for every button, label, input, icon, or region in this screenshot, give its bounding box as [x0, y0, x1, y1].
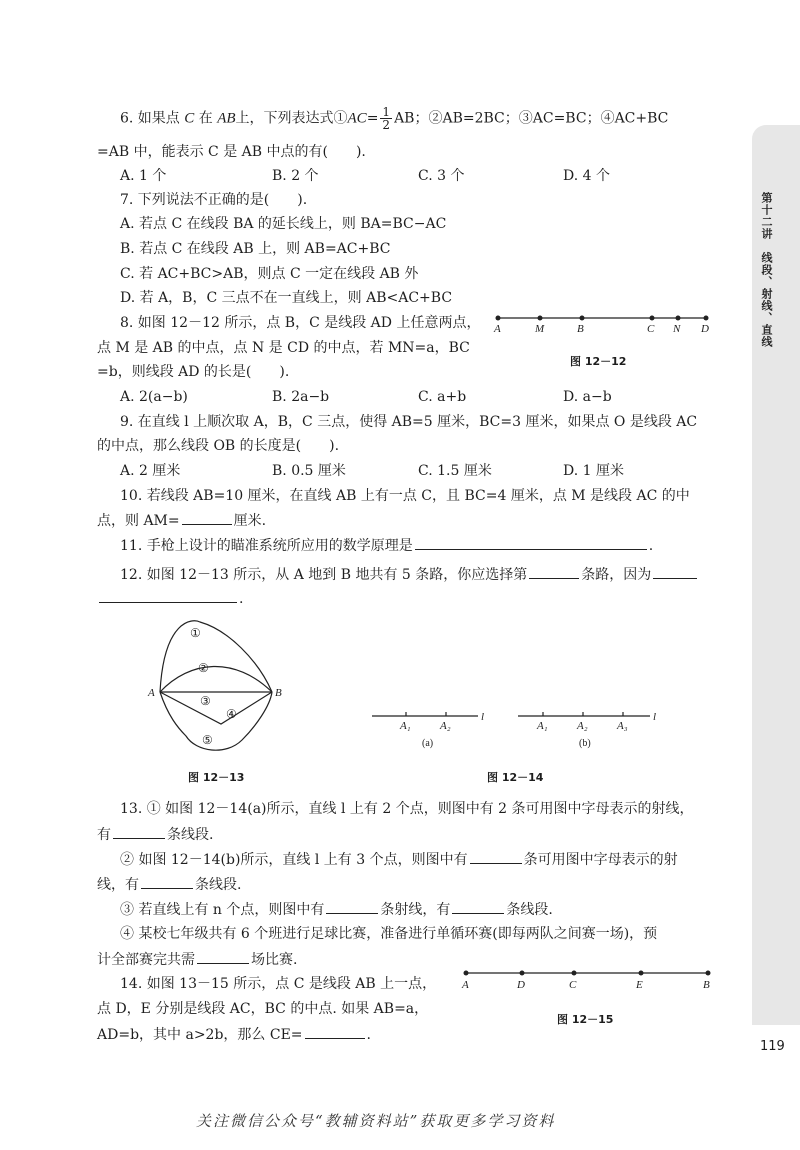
page-number: 119: [760, 1039, 785, 1054]
svg-text:(a): (a): [422, 738, 434, 749]
label-b: B: [275, 687, 282, 699]
q8-line2: 点 M 是 AB 的中点，点 N 是 CD 的中点，若 MN=a，BC: [97, 340, 470, 356]
svg-text:E: E: [636, 979, 643, 991]
svg-text:D: D: [517, 979, 525, 991]
fraction-one-half: $\frac{1}{2}$: [382, 105, 391, 132]
route-label-3: ③: [200, 694, 211, 708]
label-a: A: [148, 687, 155, 699]
q8-line3: =b，则线段 AD 的长是( ).: [97, 364, 290, 380]
q8-option-d: D. a−b: [563, 389, 612, 405]
q8-line1: 8. 如图 12－12 所示，点 B，C 是线段 AD 上任意两点，: [120, 315, 481, 331]
svg-text:D: D: [701, 323, 709, 335]
q10-line2: 点，则 AM= 厘米.: [97, 510, 266, 531]
q14-line3: AD=b，其中 a>2b，那么 CE= .: [97, 1024, 371, 1045]
svg-text:A₁: A₁: [400, 720, 411, 732]
q13-p2-line2: 线，有 条线段.: [97, 874, 241, 895]
q6-line1: 6. 如果点 C 在 AB上，下列表达式①AC= $\frac{1}{2}$ AB；②AB=2BC；③AC=BC；④AC+BC: [120, 105, 669, 132]
svg-text:C: C: [569, 979, 577, 991]
route-label-5: ⑤: [202, 733, 213, 747]
q6-option-a: A. 1 个: [120, 168, 167, 184]
q13-p2-line1: ② 如图 12－14(b)所示，直线 l 上有 3 个点，则图中有 条可用图中字母表示的射: [120, 849, 678, 870]
q7-option-c: C. 若 AC+BC>AB，则点 C 一定在线段 AB 外: [120, 266, 419, 282]
svg-text:A: A: [462, 979, 469, 991]
q9-option-a: A. 2 厘米: [120, 463, 181, 479]
q6-option-c: C. 3 个: [418, 168, 465, 184]
q8-option-b: B. 2a−b: [272, 389, 330, 405]
svg-text:A₁: A₁: [537, 720, 548, 732]
q9-option-c: C. 1.5 厘米: [418, 463, 492, 479]
q9-line2: 的中点，那么线段 OB 的长度是( ).: [97, 438, 340, 454]
q6-line2: =AB 中，能表示 C 是 AB 中点的有( ).: [97, 144, 366, 160]
svg-text:A₂: A₂: [440, 720, 451, 732]
q14-line2: 点 D，E 分别是线段 AC，BC 的中点. 如果 AB=a，: [97, 1001, 429, 1017]
q11-line: 11. 手枪上设计的瞄准系统所应用的数学原理是 .: [120, 535, 653, 556]
svg-text:C: C: [647, 323, 655, 335]
svg-text:(b): (b): [579, 738, 591, 749]
caption-figure-12-13: 图 12－13: [188, 771, 245, 784]
svg-text:l: l: [481, 711, 485, 723]
q9-line1: 9. 在直线 l 上顺次取 A，B，C 三点，使得 AB=5 厘米，BC=3 厘米，如果点 O 是线段 AC: [120, 414, 698, 430]
chapter-title: 第十二讲 线段、射线、直线: [760, 192, 773, 348]
caption-figure-12-15: 图 12－15: [557, 1013, 614, 1026]
svg-text:l: l: [653, 711, 657, 723]
caption-figure-12-14: 图 12－14: [487, 771, 544, 784]
caption-figure-12-12: 图 12－12: [570, 355, 627, 368]
q7-option-d: D. 若 A，B，C 三点不在一直线上，则 AB<AC+BC: [120, 290, 453, 306]
q6-option-b: B. 2 个: [272, 168, 319, 184]
q13-p4-line1: ④ 某校七年级共有 6 个班进行足球比赛，准备进行单循环赛(即每两队之间赛一场)，预: [120, 926, 658, 942]
svg-text:A₃: A₃: [617, 720, 628, 732]
svg-text:A₂: A₂: [577, 720, 588, 732]
q9-option-b: B. 0.5 厘米: [272, 463, 346, 479]
q12-line2: .: [97, 588, 243, 609]
q8-option-a: A. 2(a−b): [120, 389, 188, 405]
route-label-4: ④: [226, 707, 237, 721]
svg-text:A: A: [494, 323, 501, 335]
q6-option-d: D. 4 个: [563, 168, 610, 184]
q9-option-d: D. 1 厘米: [563, 463, 624, 479]
svg-text:M: M: [535, 323, 545, 335]
q8-option-c: C. a+b: [418, 389, 467, 405]
svg-text:B: B: [703, 979, 710, 991]
q7-option-a: A. 若点 C 在线段 BA 的延长线上，则 BA=BC−AC: [120, 216, 447, 232]
footer-note: 关注微信公众号“教辅资料站”获取更多学习资料: [196, 1112, 556, 1130]
svg-text:N: N: [673, 323, 681, 335]
q12-line1: 12. 如图 12－13 所示，从 A 地到 B 地共有 5 条路，你应选择第 条路，因为: [120, 564, 699, 585]
svg-text:B: B: [577, 323, 584, 335]
q13-p1-line2: 有 条线段.: [97, 824, 213, 845]
route-label-2: ②: [198, 661, 209, 675]
q13-p3: ③ 若直线上有 n 个点，则图中有 条射线，有 条线段.: [120, 899, 553, 920]
q13-p4-line2: 计全部赛完共需 场比赛.: [97, 949, 297, 970]
q13-p1-line1: 13. ① 如图 12－14(a)所示，直线 l 上有 2 个点，则图中有 2 条可用图中字母表示的射线，: [120, 801, 694, 817]
q7-option-b: B. 若点 C 在线段 AB 上，则 AB=AC+BC: [120, 241, 391, 257]
q7-stem: 7. 下列说法不正确的是( ).: [120, 192, 308, 208]
point-a: [461, 971, 469, 992]
route-label-1: ①: [190, 626, 201, 640]
q14-line1: 14. 如图 13－15 所示，点 C 是线段 AB 上一点，: [120, 976, 437, 992]
q10-line1: 10. 若线段 AB=10 厘米，在直线 AB 上有一点 C，且 BC=4 厘米，点 M 是线段 AC 的中: [120, 488, 690, 504]
